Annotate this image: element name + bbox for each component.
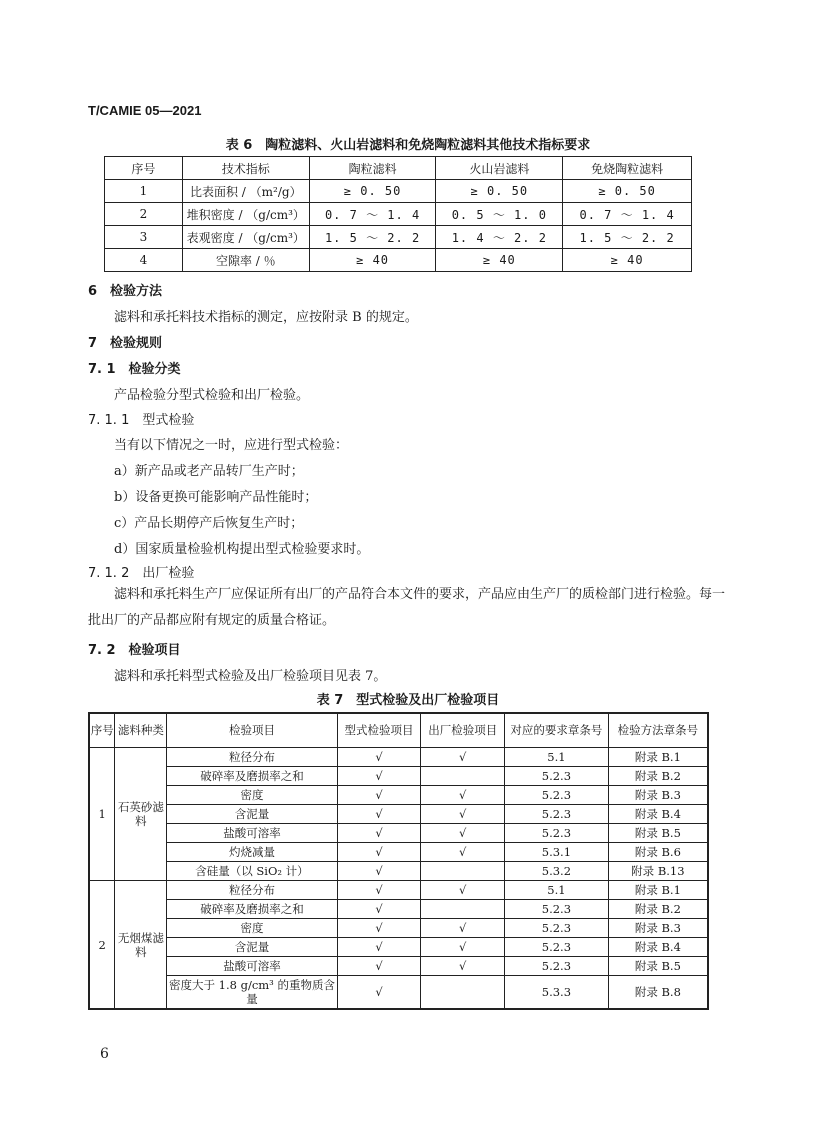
section-7-1-1-text: 当有以下情况之一时，应进行型式检验： bbox=[114, 438, 349, 453]
factory-test-check: √ bbox=[421, 805, 505, 824]
requirement-clause: 5.2.3 bbox=[505, 957, 609, 976]
requirement-clause: 5.1 bbox=[505, 748, 609, 767]
requirement-clause: 5.3.1 bbox=[505, 843, 609, 862]
method-clause: 附录 B.8 bbox=[608, 976, 708, 1010]
table-row bbox=[89, 862, 708, 881]
table7-header: 检验方法章条号 bbox=[608, 713, 708, 748]
factory-test-check: √ bbox=[421, 881, 505, 900]
type-test-check: √ bbox=[337, 786, 421, 805]
method-clause: 附录 B.2 bbox=[608, 900, 708, 919]
requirement-clause: 5.2.3 bbox=[505, 919, 609, 938]
list-item: d）国家质量检验机构提出型式检验要求时。 bbox=[114, 542, 370, 557]
section-7-1-text: 产品检验分型式检验和出厂检验。 bbox=[114, 388, 310, 403]
inspection-item: 密度 bbox=[167, 919, 337, 938]
factory-test-check: √ bbox=[421, 748, 505, 767]
table7-header: 出厂检验项目 bbox=[421, 713, 505, 748]
method-clause: 附录 B.3 bbox=[608, 786, 708, 805]
table6-header: 序号 bbox=[105, 157, 183, 180]
table6-header: 免烧陶粒滤料 bbox=[563, 157, 692, 180]
table6-cell: 3 bbox=[105, 226, 183, 249]
table6-cell: 表观密度 / （g/cm³） bbox=[182, 226, 309, 249]
type-test-check: √ bbox=[337, 843, 421, 862]
table-row bbox=[105, 226, 692, 249]
table6-cell: 比表面积 / （m²/g） bbox=[182, 180, 309, 203]
page-number: 6 bbox=[100, 1046, 109, 1062]
list-item: a）新产品或老产品转厂生产时； bbox=[114, 464, 304, 479]
section-7-1-2-text: 滤料和承托料生产厂应保证所有出厂的产品符合本文件的要求，产品应由生产厂的质检部门进行检验。每一批出厂的产品都应附有规定的质量合格证。 bbox=[88, 587, 726, 628]
table-row bbox=[89, 843, 708, 862]
method-clause: 附录 B.4 bbox=[608, 938, 708, 957]
table7-header: 型式检验项目 bbox=[337, 713, 421, 748]
filter-type: 石英砂滤料 bbox=[115, 748, 167, 881]
method-clause: 附录 B.5 bbox=[608, 957, 708, 976]
table6-cell: ≥ 0. 50 bbox=[563, 180, 692, 203]
inspection-item: 密度 bbox=[167, 786, 337, 805]
table-row bbox=[89, 805, 708, 824]
section-6-text: 滤料和承托料技术指标的测定，应按附录 B 的规定。 bbox=[114, 310, 418, 325]
requirement-clause: 5.2.3 bbox=[505, 805, 609, 824]
inspection-item: 灼烧减量 bbox=[167, 843, 337, 862]
table6-header: 火山岩滤料 bbox=[436, 157, 563, 180]
table-row bbox=[105, 249, 692, 272]
table-row bbox=[89, 900, 708, 919]
table7-header: 对应的要求章条号 bbox=[505, 713, 609, 748]
table6-cell: 0. 7 ～ 1. 4 bbox=[563, 203, 692, 226]
section-6-heading: 6 检验方法 bbox=[88, 284, 163, 299]
table6-cell: 1. 5 ～ 2. 2 bbox=[563, 226, 692, 249]
factory-test-check: √ bbox=[421, 786, 505, 805]
table6-header: 技术指标 bbox=[182, 157, 309, 180]
requirement-clause: 5.2.3 bbox=[505, 938, 609, 957]
table-row bbox=[89, 957, 708, 976]
type-test-check: √ bbox=[337, 824, 421, 843]
filter-type: 无烟煤滤料 bbox=[115, 881, 167, 1010]
type-test-check: √ bbox=[337, 862, 421, 881]
method-clause: 附录 B.13 bbox=[608, 862, 708, 881]
factory-test-check bbox=[421, 767, 505, 786]
table-row bbox=[89, 824, 708, 843]
type-test-check: √ bbox=[337, 919, 421, 938]
requirement-clause: 5.1 bbox=[505, 881, 609, 900]
inspection-item: 破碎率及磨损率之和 bbox=[167, 900, 337, 919]
table7-header: 序号 bbox=[89, 713, 115, 748]
requirement-clause: 5.3.3 bbox=[505, 976, 609, 1010]
factory-test-check: √ bbox=[421, 843, 505, 862]
table-row bbox=[89, 938, 708, 957]
table-row bbox=[89, 976, 708, 1010]
table-row bbox=[105, 203, 692, 226]
method-clause: 附录 B.3 bbox=[608, 919, 708, 938]
table-row bbox=[89, 767, 708, 786]
inspection-item: 含泥量 bbox=[167, 805, 337, 824]
factory-test-check: √ bbox=[421, 957, 505, 976]
table6-cell: 1. 5 ～ 2. 2 bbox=[309, 226, 436, 249]
requirement-clause: 5.2.3 bbox=[505, 767, 609, 786]
factory-test-check bbox=[421, 900, 505, 919]
method-clause: 附录 B.2 bbox=[608, 767, 708, 786]
inspection-item: 粒径分布 bbox=[167, 881, 337, 900]
method-clause: 附录 B.4 bbox=[608, 805, 708, 824]
table6-cell: ≥ 0. 50 bbox=[436, 180, 563, 203]
table7 bbox=[88, 712, 709, 1010]
factory-test-check: √ bbox=[421, 824, 505, 843]
inspection-item: 含硅量（以 SiO₂ 计） bbox=[167, 862, 337, 881]
type-test-check: √ bbox=[337, 957, 421, 976]
table7-header: 检验项目 bbox=[167, 713, 337, 748]
table6-header: 陶粒滤料 bbox=[309, 157, 436, 180]
table-row bbox=[89, 786, 708, 805]
table6-cell: 1. 4 ～ 2. 2 bbox=[436, 226, 563, 249]
table6 bbox=[104, 156, 692, 272]
table6-cell: 0. 7 ～ 1. 4 bbox=[309, 203, 436, 226]
inspection-item: 密度大于 1.8 g/cm³ 的重物质含量 bbox=[167, 976, 337, 1010]
inspection-item: 含泥量 bbox=[167, 938, 337, 957]
requirement-clause: 5.3.2 bbox=[505, 862, 609, 881]
table7-header-row bbox=[89, 713, 708, 748]
method-clause: 附录 B.1 bbox=[608, 748, 708, 767]
table6-cell: ≥ 40 bbox=[436, 249, 563, 272]
table-row bbox=[89, 748, 708, 767]
table-row bbox=[89, 881, 708, 900]
group-number: 2 bbox=[89, 881, 115, 1010]
method-clause: 附录 B.1 bbox=[608, 881, 708, 900]
table6-caption: 表 6 陶粒滤料、火山岩滤料和免烧陶粒滤料其他技术指标要求 bbox=[225, 138, 591, 153]
type-test-check: √ bbox=[337, 748, 421, 767]
table6-cell: 1 bbox=[105, 180, 183, 203]
type-test-check: √ bbox=[337, 805, 421, 824]
factory-test-check: √ bbox=[421, 938, 505, 957]
factory-test-check: √ bbox=[421, 919, 505, 938]
table6-cell: ≥ 40 bbox=[563, 249, 692, 272]
section-7-1-2-heading: 7. 1. 2 出厂检验 bbox=[88, 566, 195, 581]
table6-cell: 2 bbox=[105, 203, 183, 226]
type-test-check: √ bbox=[337, 767, 421, 786]
table6-cell: ≥ 0. 50 bbox=[309, 180, 436, 203]
section-7-2-text: 滤料和承托料型式检验及出厂检验项目见表 7。 bbox=[114, 669, 387, 684]
table6-cell: 0. 5 ～ 1. 0 bbox=[436, 203, 563, 226]
inspection-item: 破碎率及磨损率之和 bbox=[167, 767, 337, 786]
inspection-item: 粒径分布 bbox=[167, 748, 337, 767]
section-7-1-heading: 7. 1 检验分类 bbox=[88, 362, 181, 377]
table7-header: 滤料种类 bbox=[115, 713, 167, 748]
table7-caption: 表 7 型式检验及出厂检验项目 bbox=[316, 693, 500, 708]
table6-cell: 堆积密度 / （g/cm³） bbox=[182, 203, 309, 226]
table-row bbox=[105, 180, 692, 203]
requirement-clause: 5.2.3 bbox=[505, 786, 609, 805]
list-item: b）设备更换可能影响产品性能时； bbox=[114, 490, 318, 505]
method-clause: 附录 B.6 bbox=[608, 843, 708, 862]
list-item: c）产品长期停产后恢复生产时； bbox=[114, 516, 304, 531]
table6-cell: 4 bbox=[105, 249, 183, 272]
inspection-item: 盐酸可溶率 bbox=[167, 957, 337, 976]
table-row bbox=[89, 919, 708, 938]
standard-code: T/CAMIE 05—2021 bbox=[88, 103, 202, 118]
factory-test-check bbox=[421, 862, 505, 881]
requirement-clause: 5.2.3 bbox=[505, 900, 609, 919]
section-7-2-heading: 7. 2 检验项目 bbox=[88, 643, 181, 658]
table6-cell: ≥ 40 bbox=[309, 249, 436, 272]
method-clause: 附录 B.5 bbox=[608, 824, 708, 843]
requirement-clause: 5.2.3 bbox=[505, 824, 609, 843]
group-number: 1 bbox=[89, 748, 115, 881]
factory-test-check bbox=[421, 976, 505, 1010]
table6-header-row bbox=[105, 157, 692, 180]
type-test-check: √ bbox=[337, 976, 421, 1010]
type-test-check: √ bbox=[337, 938, 421, 957]
inspection-item: 盐酸可溶率 bbox=[167, 824, 337, 843]
section-7-heading: 7 检验规则 bbox=[88, 336, 163, 351]
type-test-check: √ bbox=[337, 881, 421, 900]
table6-cell: 空隙率 / ％ bbox=[182, 249, 309, 272]
type-test-check: √ bbox=[337, 900, 421, 919]
section-7-1-1-heading: 7. 1. 1 型式检验 bbox=[88, 413, 195, 428]
